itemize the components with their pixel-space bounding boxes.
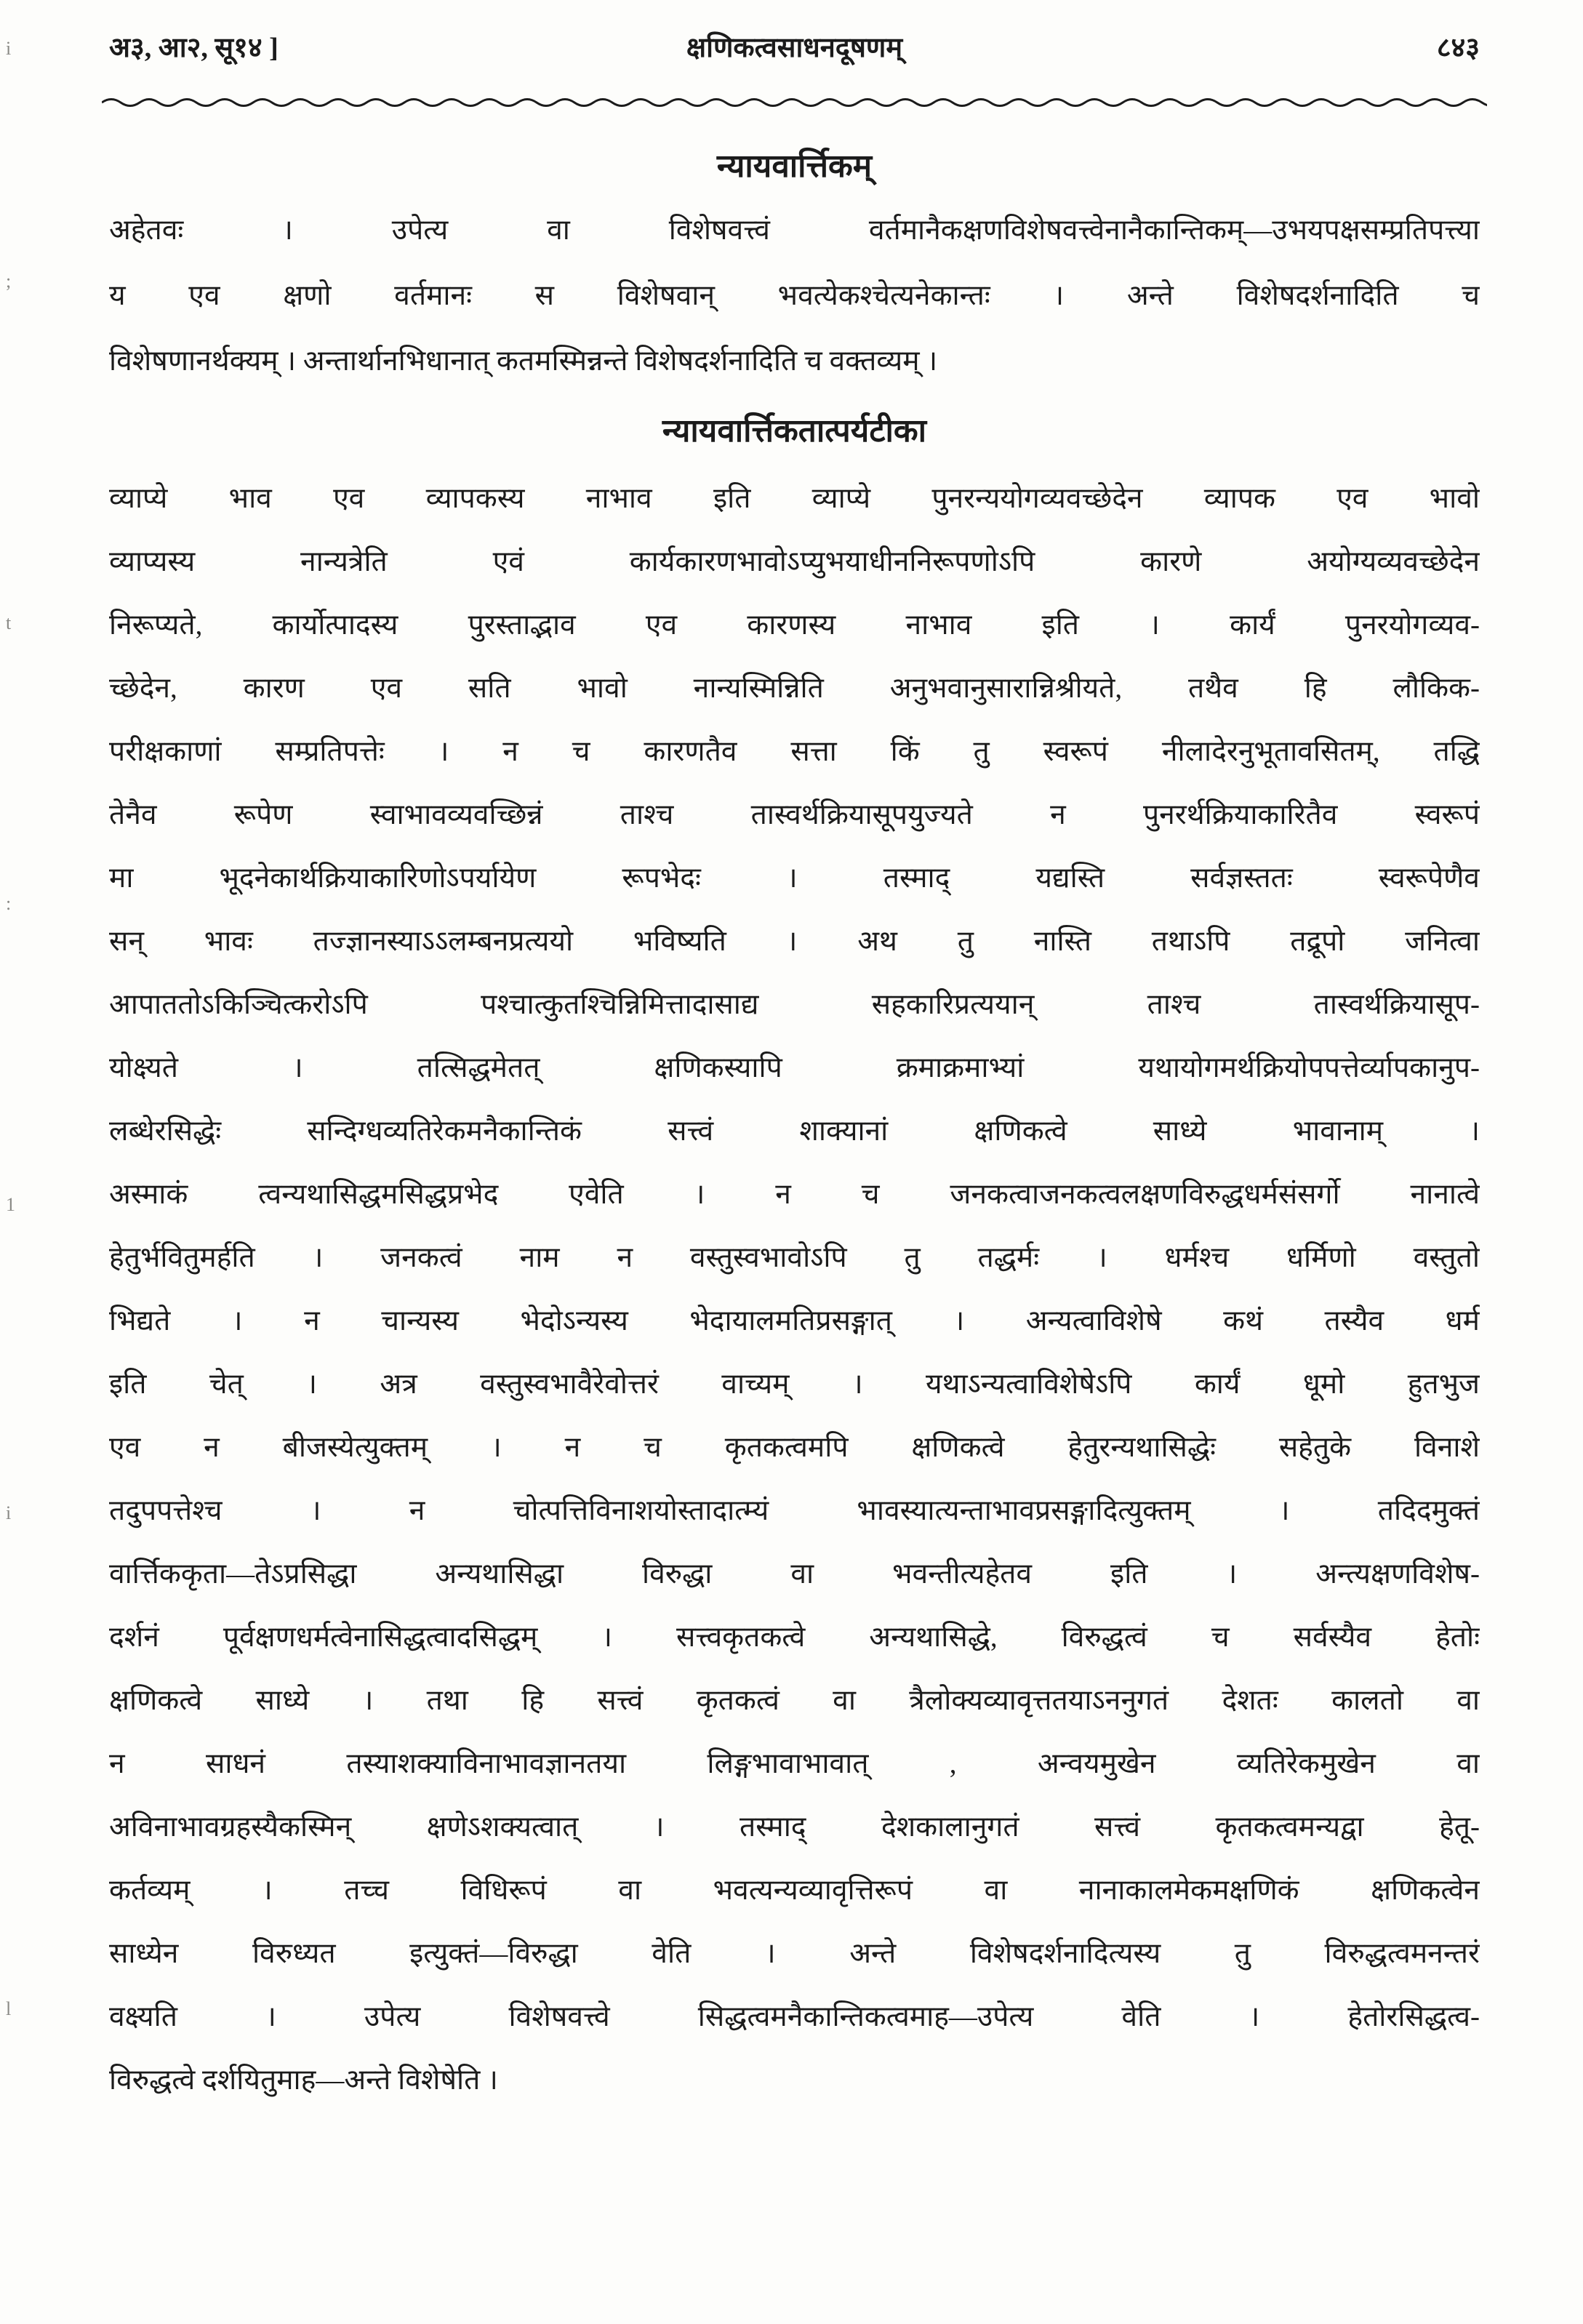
text-line: एव न बीजस्येत्युक्तम् । न च कृतकत्वमपि क्षणिकत्वे हेतुरन्यथासिद्धेः सहेतुके विनाशे xyxy=(109,1432,1480,1463)
text-line: आपाततोऽकिञ्चित्करोऽपि पश्चात्कुतश्चिन्निमित्तादासाद्य सहकारिप्रत्ययान् ताश्च तास्वर्थक्रियासूप- xyxy=(109,989,1480,1020)
scan-artifact: i xyxy=(6,38,12,59)
text-line: हेतुर्भवितुमर्हति । जनकत्वं नाम न वस्तुस्वभावोऽपि तु तद्धर्मः । धर्मश्च धर्मिणो वस्तुतो xyxy=(109,1242,1480,1273)
text-line: मा भूदनेकार्थक्रियाकारिणोऽपर्यायेण रूपभेदः । तस्माद् यद्यस्ति सर्वज्ञस्ततः स्वरूपेणैव xyxy=(109,862,1480,894)
text-line: इति चेत् । अत्र वस्तुस्वभावैरेवोत्तरं वाच्यम् । यथाऽन्यत्वाविशेषेऽपि कार्यं धूमो हुतभुज xyxy=(109,1369,1480,1400)
text-line: लब्धेरसिद्धेः सन्दिग्धव्यतिरेकमनैकान्तिकं सत्त्वं शाक्यानां क्षणिकत्वे साध्ये भावानाम् । xyxy=(109,1115,1480,1147)
text-line: विशेषणानर्थक्यम् । अन्तार्थानभिधानात् कतमस्मिन्नन्ते विशेषदर्शनादिति च वक्तव्यम् । xyxy=(109,345,938,377)
text-line: अविनाभावग्रहस्यैकस्मिन् क्षणेऽशक्यत्वात् । तस्माद् देशकालानुगतं सत्त्वं कृतकत्वमन्यद्वा हेतू- xyxy=(109,1811,1480,1843)
text-line: व्याप्यस्य नान्यत्रेति एवं कार्यकारणभावोऽप्युभयाधीननिरूपणोऽपि कारणे अयोग्यव्यवच्छेदेन xyxy=(109,546,1480,577)
text-line: निरूप्यते, कार्योत्पादस्य पुरस्ताद्भाव एव कारणस्य नाभाव इति । कार्यं पुनरयोगव्यव- xyxy=(109,609,1480,641)
scan-artifact: 1 xyxy=(6,1194,15,1215)
section2-heading: न्यायवार्त्तिकतात्पर्यटीका xyxy=(662,413,927,449)
section2-body xyxy=(109,467,1480,2112)
text-line: सन् भावः तज्ज्ञानस्याऽऽलम्बनप्रत्ययो भविष्यति । अथ तु नास्ति तथाऽपि तद्रूपो जनित्वा xyxy=(109,926,1480,957)
text-line: य एव क्षणो वर्तमानः स विशेषवान् भवत्येकश्चेत्यनेकान्तः । अन्ते विशेषदर्शनादिति च xyxy=(109,280,1480,311)
text-line: क्षणिकत्वे साध्ये । तथा हि सत्त्वं कृतकत्वं वा त्रैलोक्यव्यावृत्ततयाऽननुगतं देशतः कालतो वा xyxy=(109,1685,1480,1716)
section1-body xyxy=(109,198,1480,394)
text-line: कर्तव्यम् । तच्च विधिरूपं वा भवत्यन्यव्यावृत्तिरूपं वा नानाकालमेकमक्षणिकं क्षणिकत्वेन xyxy=(109,1875,1480,1906)
text-line: साध्येन विरुध्यत इत्युक्तं—विरुद्धा वेति । अन्ते विशेषदर्शनादित्यस्य तु विरुद्धत्वमनन्तरं xyxy=(109,1938,1480,1969)
scan-artifact: i xyxy=(6,1502,12,1523)
text-line: वक्ष्यति । उपेत्य विशेषवत्त्वे सिद्धत्वमनैकान्तिकत्वमाह—उपेत्य वेति । हेतोरसिद्धत्व- xyxy=(109,2001,1480,2032)
scan-artifact: : xyxy=(6,893,12,914)
text-line: अस्माकं त्वन्यथासिद्धमसिद्धप्रभेद एवेति । न च जनकत्वाजनकत्वलक्षणविरुद्धधर्मसंसर्गो नानात्वे xyxy=(109,1179,1480,1210)
text-line: तदुपपत्तेश्च । न चोत्पत्तिविनाशयोस्तादात्म्यं भावस्यात्यन्ताभावप्रसङ्गादित्युक्तम् । तदिदमुक्तं xyxy=(109,1495,1480,1526)
text-line: तेनैव रूपेण स्वाभावव्यवच्छिन्नं ताश्च तास्वर्थक्रियासूपयुज्यते न पुनरर्थक्रियाकारितैव स्वरूपं xyxy=(109,799,1480,830)
header-chapter-ref: अ३, आ२, सू१४ ] xyxy=(109,33,278,63)
header-running-title: क्षणिकत्वसाधनदूषणम् xyxy=(686,33,903,63)
text-line: भिद्यते । न चान्यस्य भेदोऽन्यस्य भेदायालमतिप्रसङ्गात् । अन्यत्वाविशेषे कथं तस्यैव धर्म xyxy=(109,1305,1480,1337)
page-header xyxy=(109,28,1480,65)
text-line: दर्शनं पूर्वक्षणधर्मत्वेनासिद्धत्वादसिद्धम् । सत्त्वकृतकत्वे अन्यथासिद्धे, विरुद्धत्वं च सर्वस्यैव हेतोः xyxy=(109,1622,1480,1653)
text-line: न साधनं तस्याशक्याविनाभावज्ञानतया लिङ्गभावाभावात् , अन्वयमुखेन व्यतिरेकमुखेन वा xyxy=(109,1748,1480,1779)
header-page-number: ८४३ xyxy=(1436,33,1480,63)
text-line: विरुद्धत्वे दर्शयितुमाह—अन्ते विशेषेति । xyxy=(109,2064,498,2096)
text-line: व्याप्ये भाव एव व्यापकस्य नाभाव इति व्याप्ये पुनरन्ययोगव्यवच्छेदेन व्यापक एव भावो xyxy=(109,483,1480,514)
text-line: योक्ष्यते । तत्सिद्धमेतत् क्षणिकस्यापि क्रमाक्रमाभ्यां यथायोगमर्थक्रियोपपत्तेर्व्यापकानुप- xyxy=(109,1052,1480,1083)
scan-artifact: l xyxy=(6,1998,12,2019)
section1-heading: न्यायवार्त्तिकम् xyxy=(716,148,873,184)
scan-artifact: t xyxy=(6,612,12,633)
text-line: अहेतवः । उपेत्य वा विशेषवत्त्वं वर्तमानैकक्षणविशेषवत्त्वेनानैकान्तिकम्—उभयपक्षसम्प्रतिपत्त्या xyxy=(109,215,1480,246)
wavy-divider xyxy=(102,93,1487,109)
text-line: च्छेदेन, कारण एव सति भावो नान्यस्मिन्निति अनुभवानुसारान्निश्रीयते, तथैव हि लौकिक- xyxy=(109,673,1480,704)
wavy-divider-path xyxy=(102,100,1487,106)
text-line: वार्त्तिककृता—तेऽप्रसिद्धा अन्यथासिद्धा विरुद्धा वा भवन्तीत्यहेतव इति । अन्त्यक्षणविशेष- xyxy=(109,1558,1480,1590)
scan-artifact: ; xyxy=(6,271,12,292)
text-line: परीक्षकाणां सम्प्रतिपत्तेः । न च कारणतैव सत्ता किं तु स्वरूपं नीलादेरनुभूतावसितम्, तद्धि xyxy=(109,736,1480,767)
